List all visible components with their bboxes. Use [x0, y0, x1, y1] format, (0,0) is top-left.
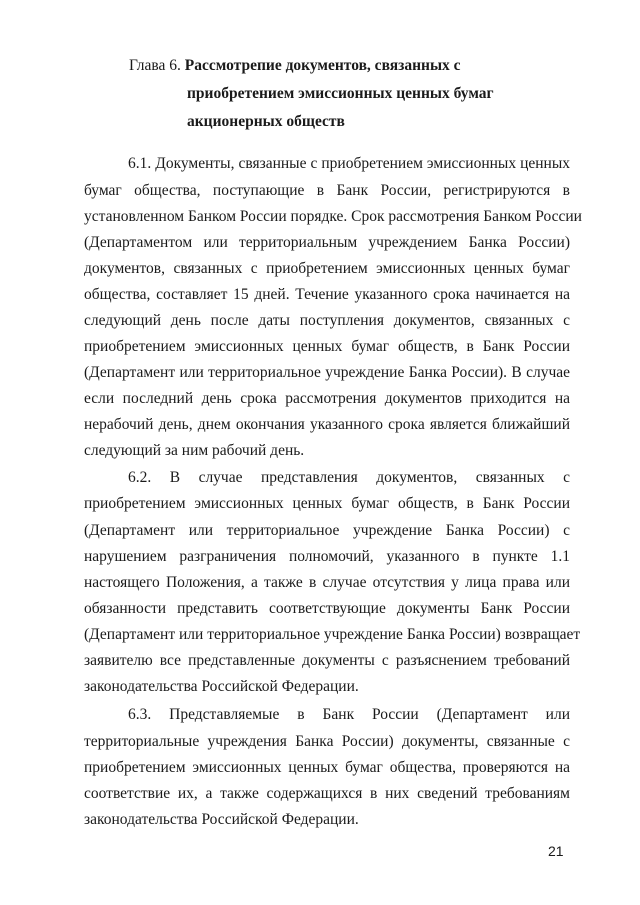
text-line: нарушением разграничения полномочий, указанного в пункте 1.1 [84, 548, 570, 565]
text-line: (Департамент или территориальное учреждение Банка России) с [84, 522, 570, 539]
text-line: приобретением эмиссионных ценных бумаг обществ, в Банк России [84, 338, 570, 355]
text-line: 6.2. В случае представления документов, связанных с [128, 469, 570, 486]
text-line: приобретением эмиссионных ценных бумаг общества, проверяются на [84, 759, 570, 776]
chapter-prefix: Глава 6. [129, 57, 181, 74]
text-line: 6.3. Представляемые в Банк России (Департамент или [128, 706, 570, 723]
text-line: территориальные учреждения Банка России) документы, связанные с [84, 733, 570, 750]
chapter-title-line: акционерных обществ [187, 113, 345, 130]
text-line: 6.1. Документы, связанные с приобретением эмиссионных ценных [128, 155, 570, 172]
text-line: бумаг общества, поступающие в Банк России, регистрируются в [84, 182, 570, 199]
text-line: документов, связанных с приобретением эмиссионных ценных бумаг [84, 260, 570, 277]
text-line: общества, составляет 15 дней. Течение указанного срока начинается на [84, 286, 570, 303]
chapter-title-line: приобретением эмиссионных ценных бумаг [187, 85, 494, 102]
text-line: если последний день срока рассмотрения документов приходится на [84, 390, 570, 407]
text-line: нерабочий день, днем окончания указанного срока является ближайший [84, 416, 570, 433]
text-line: заявителю все представленные документы с разъяснением требований [84, 652, 570, 669]
chapter-title-line: Рассмотрепие документов, связанных с [184, 57, 461, 74]
text-line: следующий за ним рабочий день. [84, 442, 305, 459]
text-line: законодательства Российской Федерации. [84, 678, 359, 695]
text-line: соответствие их, а также содержащихся в них сведений требованиям [84, 785, 570, 802]
text-line: (Департамент или территориальное учреждение Банка России). В случае [84, 364, 570, 381]
text-line: (Департаментом или территориальным учреждением Банка России) [84, 234, 570, 251]
text-line: (Департамент или территориальное учреждение Банка России) возвращает [84, 626, 581, 643]
text-line: настоящего Положения, а также в случае отсутствия у лица права или [84, 574, 570, 591]
text-line: приобретением эмиссионных ценных бумаг обществ, в Банк России [84, 495, 570, 512]
page-number: 21 [548, 843, 564, 859]
text-line: установленном Банком России порядке. Срок рассмотрения Банком России [84, 208, 582, 225]
chapter-heading-line-2 [187, 84, 494, 104]
chapter-heading-line-1 [129, 56, 461, 76]
text-line: следующий день после даты поступления документов, связанных с [84, 312, 570, 329]
chapter-heading-line-3 [187, 112, 345, 132]
text-line: законодательства Российской Федерации. [84, 811, 359, 828]
text-line: обязанности представить соответствующие документы Банк России [84, 600, 570, 617]
